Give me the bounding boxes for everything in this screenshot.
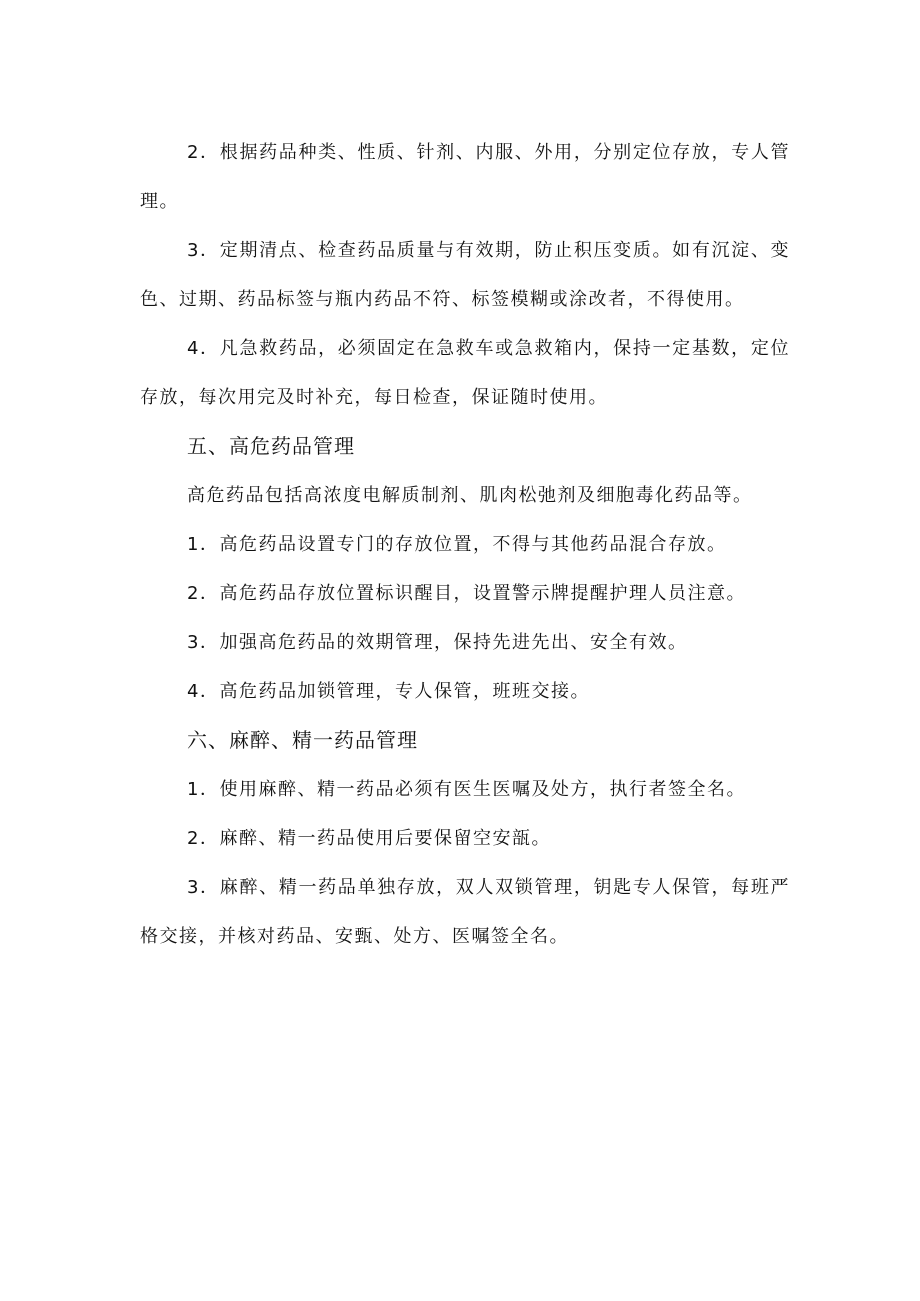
paragraph-item-4: 4．凡急救药品，必须固定在急救车或急救箱内，保持一定基数，定位存放，每次用完及时补充，每日检查，保证随时使用。 (140, 338, 790, 408)
high-risk-item-3: 3．加强高危药品的效期管理，保持先进先出、安全有效。 (187, 632, 688, 653)
paragraph-item-2: 2．根据药品种类、性质、针剂、内服、外用，分别定位存放，专人管理。 (140, 142, 790, 212)
section-intro-high-risk-drugs: 高危药品包括高浓度电解质制剂、肌肉松弛剂及细胞毒化药品等。 (187, 485, 753, 506)
high-risk-item-4: 4．高危药品加锁管理，专人保管，班班交接。 (187, 681, 590, 702)
section-heading-high-risk-drugs: 五、高危药品管理 (187, 434, 355, 458)
high-risk-item-2: 2．高危药品存放位置标识醒目，设置警示牌提醒护理人员注意。 (187, 583, 746, 604)
narcotic-item-3: 3．麻醉、精一药品单独存放，双人双锁管理，钥匙专人保管，每班严格交接，并核对药品、安甄、处方、医嘱签全名。 (140, 877, 790, 947)
document-body (140, 128, 790, 961)
section-heading-narcotic-drugs: 六、麻醉、精一药品管理 (187, 728, 418, 752)
narcotic-item-2: 2．麻醉、精一药品使用后要保留空安瓿。 (187, 828, 551, 849)
narcotic-item-1: 1．使用麻醉、精一药品必须有医生医嘱及处方，执行者签全名。 (187, 779, 746, 800)
high-risk-item-1: 1．高危药品设置专门的存放位置，不得与其他药品混合存放。 (187, 534, 727, 555)
paragraph-item-3: 3．定期清点、检查药品质量与有效期，防止积压变质。如有沉淀、变色、过期、药品标签与瓶内药品不符、标签模糊或涂改者，不得使用。 (140, 240, 790, 310)
